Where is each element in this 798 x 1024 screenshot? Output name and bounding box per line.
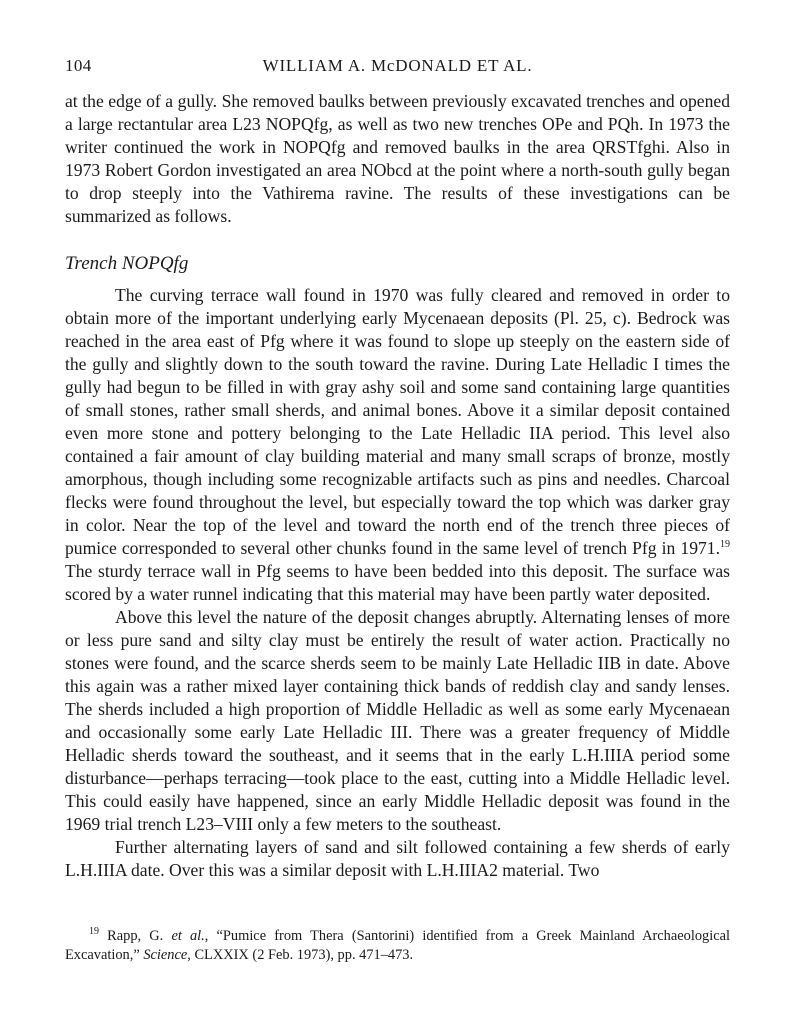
footnote-number: 19 bbox=[89, 926, 99, 938]
footnote-text: , CLXXIX (2 Feb. 1973), pp. 471–473. bbox=[187, 947, 414, 963]
footnote-text: , “Pumice from Thera (Santorini) identified from a Greek Mainland Archaeological Excavation,” bbox=[65, 928, 731, 963]
section-heading: Trench NOPQfg bbox=[65, 253, 189, 274]
paragraph-text: The curving terrace wall found in 1970 was fully cleared and removed in order to obtain more of the important underlying early Mycenaean deposits (Pl. 25, c). Bedrock was reached in the area east of Pfg where it was found to slope up steeply on the eastern side of the gully and slightly down to the south toward the ravine. During Late Helladic I times the gully had begun to be filled in with gray ashy soil and some sand containing large quantities of small stones, rather small sherds, and animal bones. Above it a similar deposit contained even more stone and pottery belonging to the Late Helladic IIA period. This level also contained a fair amount of clay building material and many small scraps of bronze, mostly amorphous, though including some recognizable artifacts such as pins and needles. Charcoal flecks were found throughout the level, but especially toward the top which was darker gray in color. Near the top of the level and toward the north end of the trench three pieces of pumice corresponded to several other chunks found in the same level of trench Pfg in 1971. bbox=[65, 285, 730, 558]
footnote bbox=[65, 927, 730, 965]
paragraph bbox=[65, 284, 730, 606]
page-header bbox=[65, 56, 730, 82]
intro-paragraph: at the edge of a gully. She removed baulks between previously excavated trenches and opened a large rectantular area L23 NOPQfg, as well as two new trenches OPe and PQh. In 1973 the writer continued the work in NOPQfg and removed baulks in the area QRSTfghi. Also in 1973 Robert Gordon investigated an area NObcd at the point where a north-south gully began to drop steeply into the Vathirema ravine. The results of these investigations can be summarized as follows. bbox=[65, 91, 730, 226]
running-head: WILLIAM A. McDONALD ET AL. bbox=[262, 56, 533, 75]
footnote-text: Rapp, G. bbox=[99, 928, 172, 944]
footnotes bbox=[65, 927, 730, 965]
footnote-reference: 19 bbox=[720, 539, 730, 551]
footnote-italic: et al. bbox=[171, 928, 205, 944]
page-number: 104 bbox=[65, 56, 92, 75]
paragraph: Further alternating layers of sand and silt followed containing a few sherds of early L.H.IIIA date. Over this was a similar deposit with L.H.IIIA2 material. Two bbox=[65, 837, 730, 880]
paragraph: Above this level the nature of the deposit changes abruptly. Alternating lenses of more or less pure sand and silty clay must be entirely the result of water action. Practically no stones were found, and the scarce sherds seem to be mainly Late Helladic IIB in date. Above this again was a rather mixed layer containing thick bands of reddish clay and sandy lenses. The sherds included a high proportion of Middle Helladic as well as some early Mycenaean and occasionally some early Late Helladic III. There was a greater frequency of Middle Helladic sherds toward the southeast, and it seems that in the early L.H.IIIA period some disturbance—perhaps terracing—took place to the east, cutting into a Middle Helladic level. This could easily have happened, since an early Middle Helladic deposit was found in the 1969 trial trench L23–VIII only a few meters to the southeast. bbox=[65, 607, 730, 834]
footnote-journal: Science bbox=[143, 947, 188, 963]
paragraph-text: The sturdy terrace wall in Pfg seems to have been bedded into this deposit. The surface was scored by a water runnel indicating that this material may have been partly water deposited. bbox=[65, 561, 730, 604]
body-text bbox=[65, 90, 730, 882]
